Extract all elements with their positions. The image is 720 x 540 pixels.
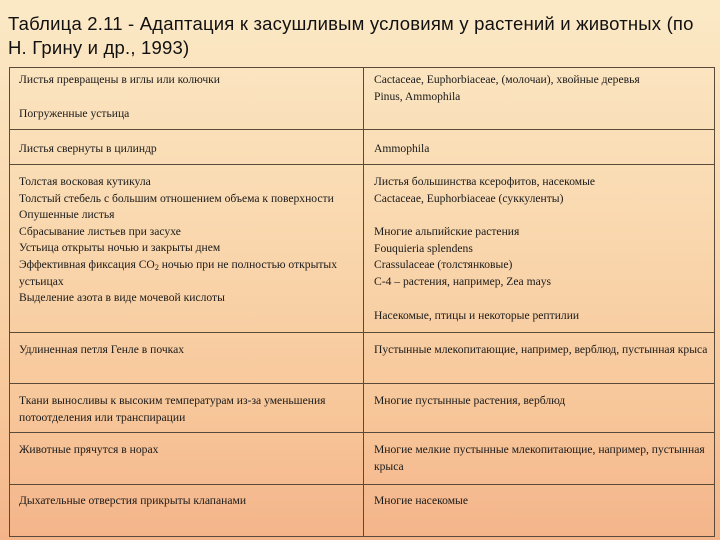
co2-subscript: 2 — [154, 262, 159, 272]
row-divider — [10, 432, 714, 433]
row-divider — [10, 129, 714, 130]
row-5-right: Многие пустынные растения, верблюд — [374, 394, 566, 407]
row-2-left: Листья свернуты в цилиндр — [19, 142, 157, 155]
row-3-left-text-end: ночью при не полностью открытых устьицах Выделение азота в виде мочевой кислоты — [19, 257, 338, 305]
adaptation-table — [9, 67, 715, 537]
row-divider — [10, 383, 714, 384]
table-title: Таблица 2.11 - Адаптация к засушливым условиям у растений и животных (по Н. Грину и др., 1993) — [8, 13, 694, 58]
row-5-left: Ткани выносливы к высоким температурам из-за уменьшения потоотделения или транспирации — [19, 394, 326, 424]
row-6-left: Животные прячутся в норах — [19, 443, 159, 456]
row-3-left — [19, 174, 354, 307]
row-7-right: Многие насекомые — [374, 494, 468, 507]
row-4-left: Удлиненная петля Генле в почках — [19, 343, 185, 356]
row-1-left-b: Погруженные устьица — [19, 107, 130, 120]
row-divider — [10, 164, 714, 165]
row-3-right-c: Насекомые, птицы и некоторые рептилии — [374, 309, 580, 322]
row-4-right: Пустынные млекопитающие, например, верблюд, пустынная крыса — [374, 343, 708, 356]
row-3-right-b: Многие альпийские растения Fouquieria splendens Crassulaceae (толстянковые) C-4 – растения, например, Zea mays — [374, 225, 552, 288]
row-divider — [10, 332, 714, 333]
row-3-right-a: Листья большинства ксерофитов, насекомые Cactaceae, Euphorbiaceae (суккуленты) — [374, 175, 596, 205]
row-7-left: Дыхательные отверстия прикрыты клапанами — [19, 494, 247, 507]
row-1-right: Cactaceae, Euphorbiaceae, (молочаи), хвойные деревья Pinus, Ammophila — [374, 73, 640, 103]
row-2-right: Ammophila — [374, 142, 430, 155]
row-3-left-text: Толстая восковая кутикула Толстый стебель с большим отношением объема к поверхности Опушенные листья Сбрасывание листьев при засухе Устьица открыты ночью и закрыты днем Эффективная фиксация CO — [19, 175, 334, 271]
row-6-right: Многие мелкие пустынные млекопитающие, например, пустынная крыса — [374, 443, 705, 473]
row-divider — [10, 484, 714, 485]
column-divider — [363, 68, 364, 536]
row-1-left-a: Листья превращены в иглы или колючки — [19, 73, 220, 86]
